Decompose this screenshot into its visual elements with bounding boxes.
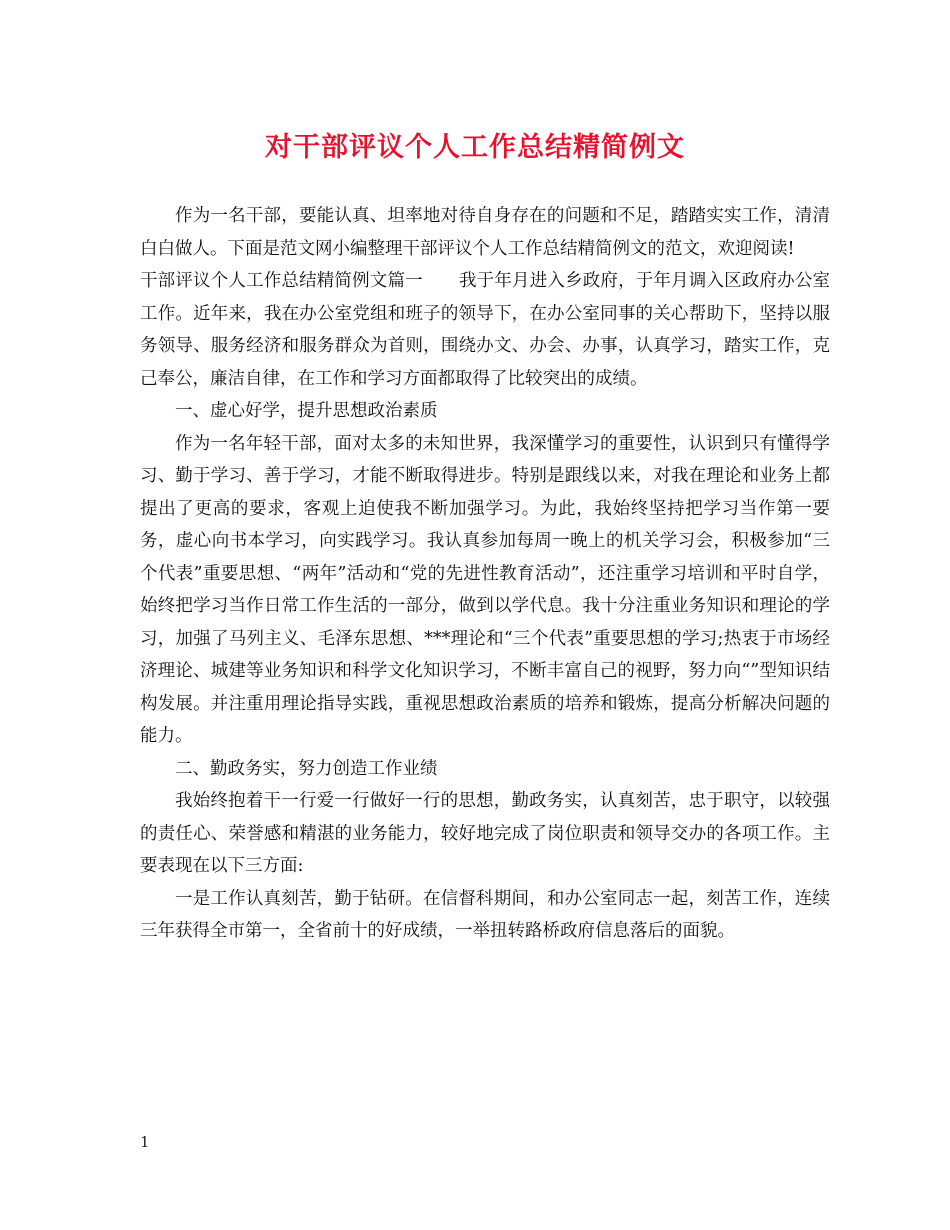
section-2-paragraph: 我始终抱着干一行爱一行做好一行的思想，勤政务实，认真刻苦，忠于职守，以较强的责任心、荣誉感和精湛的业务能力，较好地完成了岗位职责和领导交办的各项工作。主要表现在以下三方面: xyxy=(140,791,830,876)
article-first-text: 我于年月进入乡政府，于年月调入区政府办公室工作。近年来，我在办公室党组和班子的领导下，在办公室同事的关心帮助下，坚持以服务领导、服务经济和服务群众为首则，围绕办文、办会、办事，认真学习，踏实工作，克己奉公，廉洁自律，在工作和学习方面都取得了比较突出的成绩。 xyxy=(140,271,831,389)
section-heading-2: 二、勤政务实，努力创造工作业绩 xyxy=(175,758,438,779)
document-body xyxy=(140,200,830,948)
point-1-paragraph: 一是工作认真刻苦，勤于钻研。在信督科期间，和办公室同志一起，刻苦工作，连续三年获得全市第一，全省前十的好成绩，一举扭转路桥政府信息落后的面貌。 xyxy=(140,888,830,941)
section-heading-1: 一、虚心好学，提升思想政治素质 xyxy=(175,401,438,421)
document-title: 对干部评议个人工作总结精简例文 xyxy=(265,132,685,163)
page-number: 1 xyxy=(140,1133,150,1151)
section-1-paragraph: 作为一名年轻干部，面对太多的未知世界，我深懂学习的重要性，认识到只有懂得学习、勤于学习、善于学习，才能不断取得进步。特别是跟线以来，对我在理论和业务上都提出了更高的要求，客观上迫使我不断加强学习。为此，我始终坚持把学习当作第一要务，虚心向书本学习，向实践学习。我认真参加每周一晚上的机关学习会，积极参加“三个代表”重要思想、“两年”活动和“党的先进性教育活动”，还注重学习培训和平时自学，始终把学习当作日常工作生活的一部分，做到以学代息。我十分注重业务知识和理论的学习，加强了马列主义、毛泽东思想、***理论和“三个代表”重要思想的学习;热衷于市场经济理论、城建等业务知识和科学文化知识学习，不断丰富自己的视野，努力向“”型知识结构发展。并注重用理论指导实践，重视思想政治素质的培养和锻炼，提高分析解决问题的能力。 xyxy=(140,433,830,746)
article-heading: 干部评议个人工作总结精简例文篇一 xyxy=(140,271,423,291)
article-paragraph xyxy=(140,265,830,395)
intro-paragraph: 作为一名干部，要能认真、坦率地对待自身存在的问题和不足，踏踏实实工作，清清白白做人。下面是范文网小编整理干部评议个人工作总结精简例文的范文，欢迎阅读! xyxy=(140,206,830,259)
